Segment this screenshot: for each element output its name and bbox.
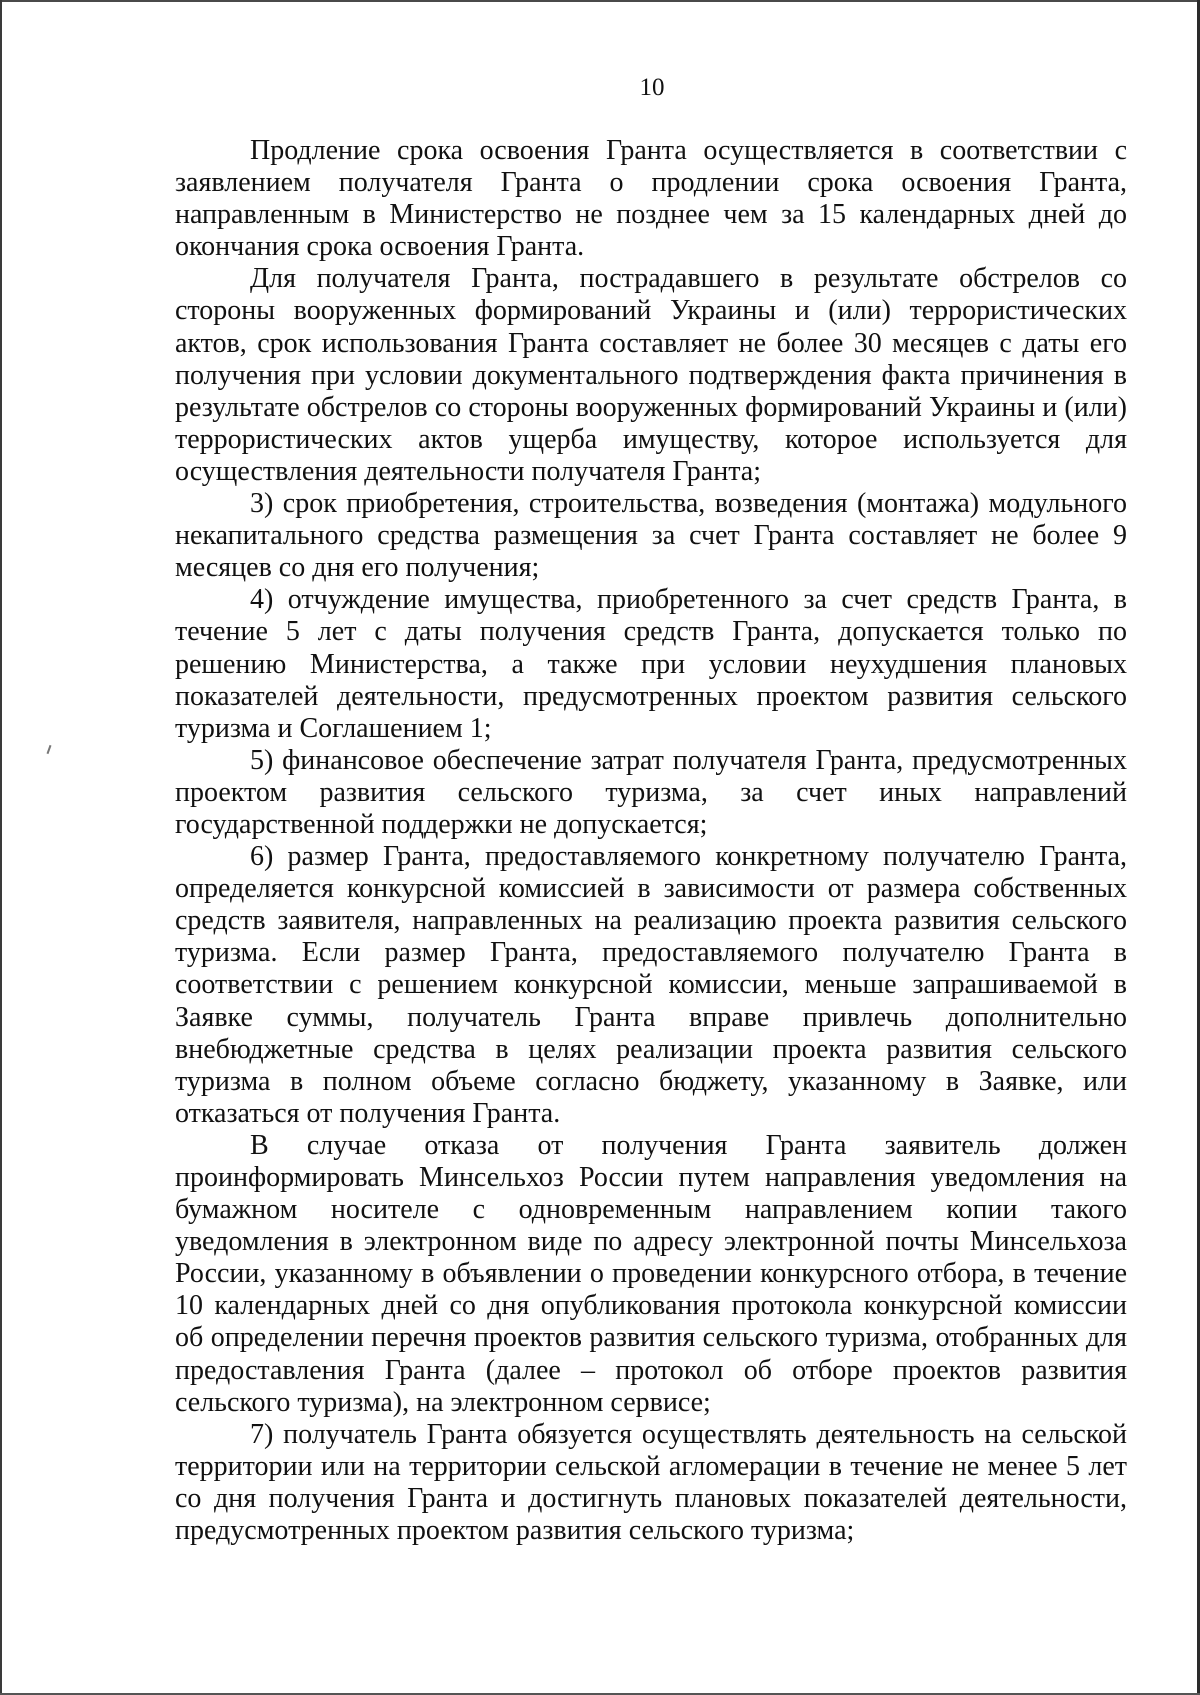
scan-speck (47, 745, 52, 754)
paragraph-item-3: 3) срок приобретения, строительства, возведения (монтажа) модульного некапитального средства размещения за счет Гранта составляет не более 9 месяцев со дня его получения; (175, 488, 1127, 584)
page-number: 10 (639, 74, 665, 101)
paragraph-affected-recipient: Для получателя Гранта, пострадавшего в результате обстрелов со стороны вооруженных формирований Украины и (или) террористических актов, срок использования Гранта составляет не более 30 месяцев с даты его получения при условии документального подтверждения факта причинения в результате обстрелов со стороны вооруженных формирований Украины и (или) террористических актов ущерба имуществу, которое используется для осуществления деятельности получателя Гранта; (175, 263, 1127, 487)
document-body (175, 135, 1127, 1547)
paragraph-item-6: 6) размер Гранта, предоставляемого конкретному получателю Гранта, определяется конкурсной комиссией в зависимости от размера собственных средств заявителя, направленных на реализацию проекта развития сельского туризма. Если размер Гранта, предоставляемого получателю Гранта в соответствии с решением конкурсной комиссии, меньше запрашиваемой в Заявке суммы, получатель Гранта вправе привлечь дополнительно внебюджетные средства в целях реализации проекта развития сельского туризма в полном объеме согласно бюджету, указанному в Заявке, или отказаться от получения Гранта. (175, 841, 1127, 1129)
paragraph-refusal-case: В случае отказа от получения Гранта заявитель должен проинформировать Минсельхоз России путем направления уведомления на бумажном носителе с одновременным направлением копии такого уведомления в электронном виде по адресу электронной почты Минсельхоза России, указанному в объявлении о проведении конкурсного отбора, в течение 10 календарных дней со дня опубликования протокола конкурсной комиссии об определении перечня проектов развития сельского туризма, отобранных для предоставления Гранта (далее – протокол об отборе проектов развития сельского туризма), на электронном сервисе; (175, 1129, 1127, 1418)
paragraph-extension-of-grant-term: Продление срока освоения Гранта осуществляется в соответствии с заявлением получателя Гранта о продлении срока освоения Гранта, направленным в Министерство не позднее чем за 15 календарных дней до окончания срока освоения Гранта. (175, 135, 1127, 263)
paragraph-item-7: 7) получатель Гранта обязуется осуществлять деятельность на сельской территории или на территории сельской агломерации в течение не менее 5 лет со дня получения Гранта и достигнуть плановых показателей деятельности, предусмотренных проектом развития сельского туризма; (175, 1418, 1127, 1547)
paragraph-item-4: 4) отчуждение имущества, приобретенного за счет средств Гранта, в течение 5 лет с даты получения средств Гранта, допускается только по решению Министерства, а также при условии неухудшения плановых показателей деятельности, предусмотренных проектом развития сельского туризма и Соглашением 1; (175, 584, 1127, 744)
scan-edge-top (0, 0, 1200, 2)
scan-edge-left (0, 0, 2, 1695)
paragraph-item-5: 5) финансовое обеспечение затрат получателя Гранта, предусмотренных проектом развития сельского туризма, за счет иных направлений государственной поддержки не допускается; (175, 744, 1127, 840)
